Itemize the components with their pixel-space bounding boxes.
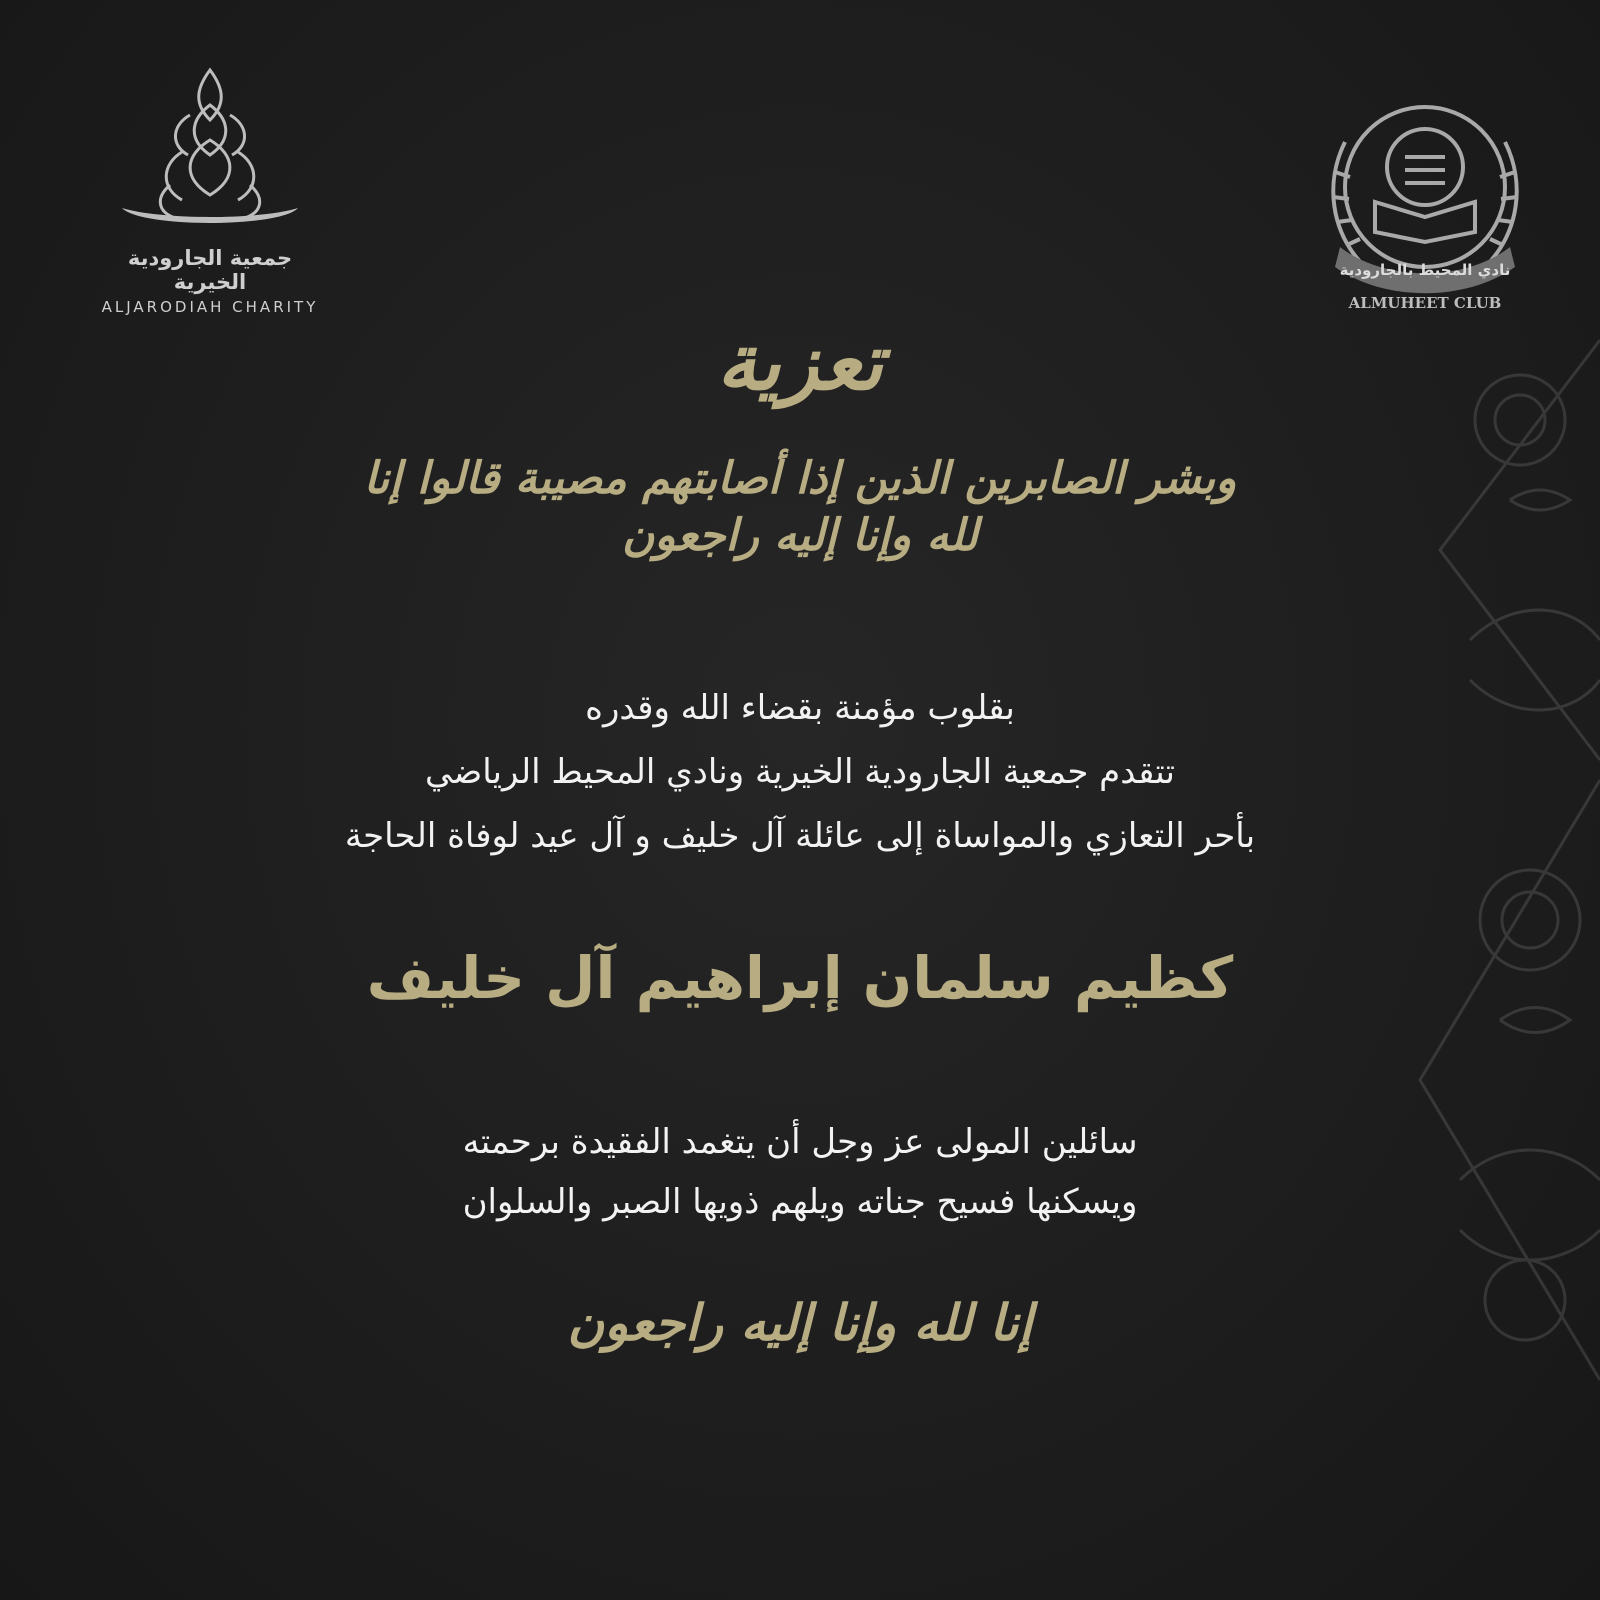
arabesque-ornament (1270, 300, 1600, 1500)
closing-phrase: إنا لله وإنا إليه راجعون (567, 1293, 1033, 1352)
quran-verse: وبشر الصابرين الذين إذا أصابتهم مصيبة قالوا إنا لله وإنا إليه راجعون (363, 453, 1237, 562)
message-line-1: بقلوب مؤمنة بقضاء الله وقدره (585, 688, 1015, 728)
message-line-4: سائلين المولى عز وجل أن يتغمد الفقيدة برحمته (462, 1122, 1138, 1162)
charity-name-arabic: جمعية الجارودية الخيرية (127, 246, 293, 294)
message-line-5: ويسكنها فسيح جناته ويلهم ذويها الصبر والسلوان (462, 1182, 1138, 1222)
club-name-arabic: نادي المحيط بالجارودية (1339, 261, 1511, 279)
aljarodiah-charity-logo (90, 60, 330, 330)
condolence-title: تعزية (717, 317, 883, 408)
message-line-3: بأحر التعازي والمواساة إلى عائلة آل خليف و آل عيد لوفاة الحاجة (344, 816, 1256, 856)
wheat-emblem-icon (110, 60, 310, 240)
message-line-2: تتقدم جمعية الجارودية الخيرية ونادي المحيط الرياضي (424, 752, 1175, 792)
club-name-english: ALMUHEET CLUB (1348, 294, 1502, 312)
almuheet-club-seal (1305, 82, 1545, 322)
charity-name-english: ALJARODIAH CHARITY (101, 298, 319, 316)
deceased-name: كظيم سلمان إبراهيم آل خليف (366, 944, 1234, 1012)
